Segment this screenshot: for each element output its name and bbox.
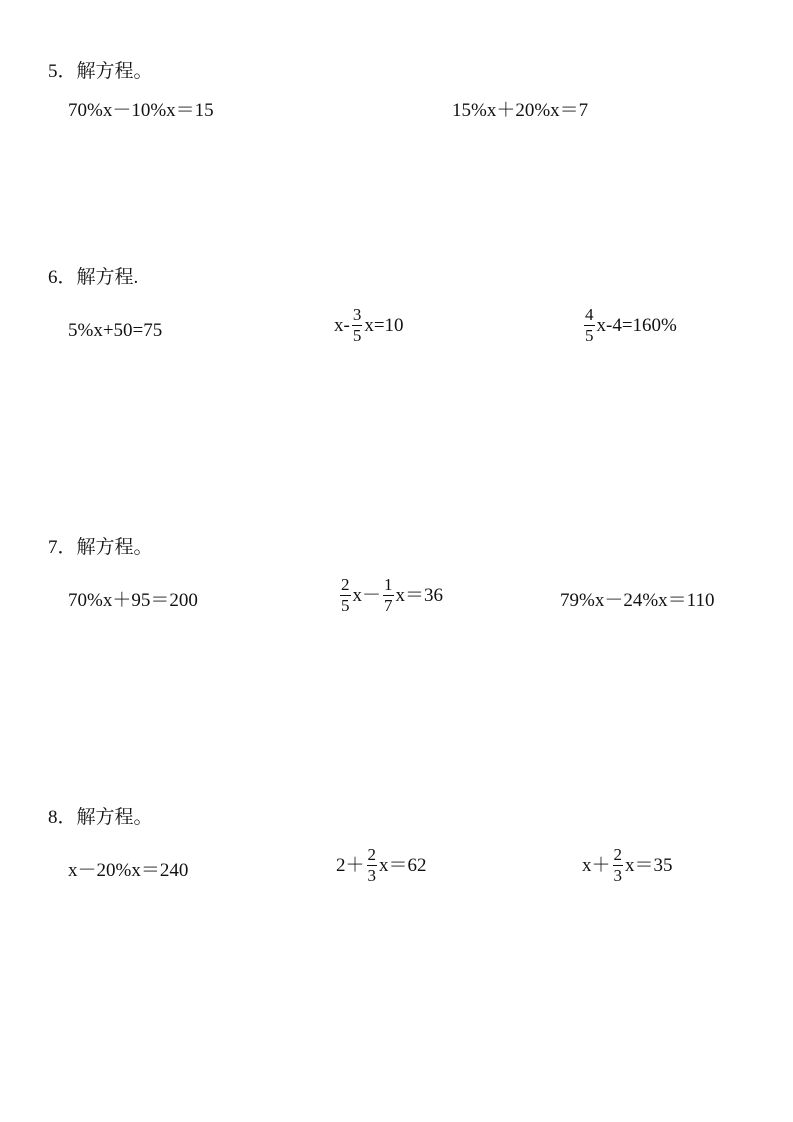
equation-prefix: 2＋ — [336, 854, 365, 876]
equation-suffix: x＝36 — [395, 584, 444, 606]
equation — [582, 846, 673, 885]
fraction — [340, 576, 351, 615]
fraction-denominator: 3 — [367, 866, 377, 885]
equation — [338, 576, 443, 615]
equation — [68, 100, 214, 122]
fraction — [383, 576, 394, 615]
fraction — [367, 846, 378, 885]
fraction-denominator: 7 — [384, 596, 393, 615]
equation-text: 70%x－10%x＝15 — [68, 100, 214, 121]
equation-text: 70%x＋95＝200 — [68, 590, 198, 611]
equation — [336, 846, 427, 885]
equation — [582, 306, 677, 345]
equation-suffix: x＝35 — [625, 854, 673, 876]
equation-prefix: x- — [334, 314, 350, 336]
fraction-numerator: 4 — [585, 305, 594, 324]
equation-middle: x－ — [352, 584, 382, 606]
fraction-numerator: 2 — [341, 575, 350, 594]
fraction-denominator: 5 — [341, 596, 350, 615]
equation-text: 15%x＋20%x＝7 — [452, 100, 589, 121]
fraction — [584, 306, 595, 345]
equation-suffix: x-4=160% — [596, 314, 677, 336]
equation — [68, 590, 198, 612]
equation — [68, 860, 188, 882]
fraction-numerator: 2 — [613, 845, 623, 864]
equation-suffix: x=10 — [364, 314, 404, 336]
fraction-numerator: 2 — [367, 845, 377, 864]
equation — [452, 100, 588, 122]
equation-prefix: x＋ — [582, 854, 611, 876]
fraction-numerator: 1 — [384, 575, 393, 594]
fraction-denominator: 5 — [585, 326, 594, 345]
equation-text: x－20%x＝240 — [68, 860, 189, 881]
fraction-denominator: 3 — [613, 866, 623, 885]
problem-heading: 7．解方程。 — [48, 537, 153, 558]
equation-text: 79%x－24%x＝110 — [560, 590, 715, 611]
equation-text: 5%x+50=75 — [68, 320, 163, 341]
equation — [560, 590, 714, 612]
fraction-numerator: 3 — [352, 305, 362, 324]
equation-suffix: x＝62 — [379, 854, 427, 876]
fraction — [352, 306, 363, 345]
equation — [68, 320, 162, 342]
problem-heading: 6．解方程. — [48, 267, 139, 288]
problem-heading: 5．解方程。 — [48, 61, 153, 82]
equation — [334, 306, 404, 345]
fraction — [613, 846, 624, 885]
problem-heading: 8．解方程。 — [48, 807, 153, 828]
fraction-denominator: 5 — [352, 326, 362, 345]
